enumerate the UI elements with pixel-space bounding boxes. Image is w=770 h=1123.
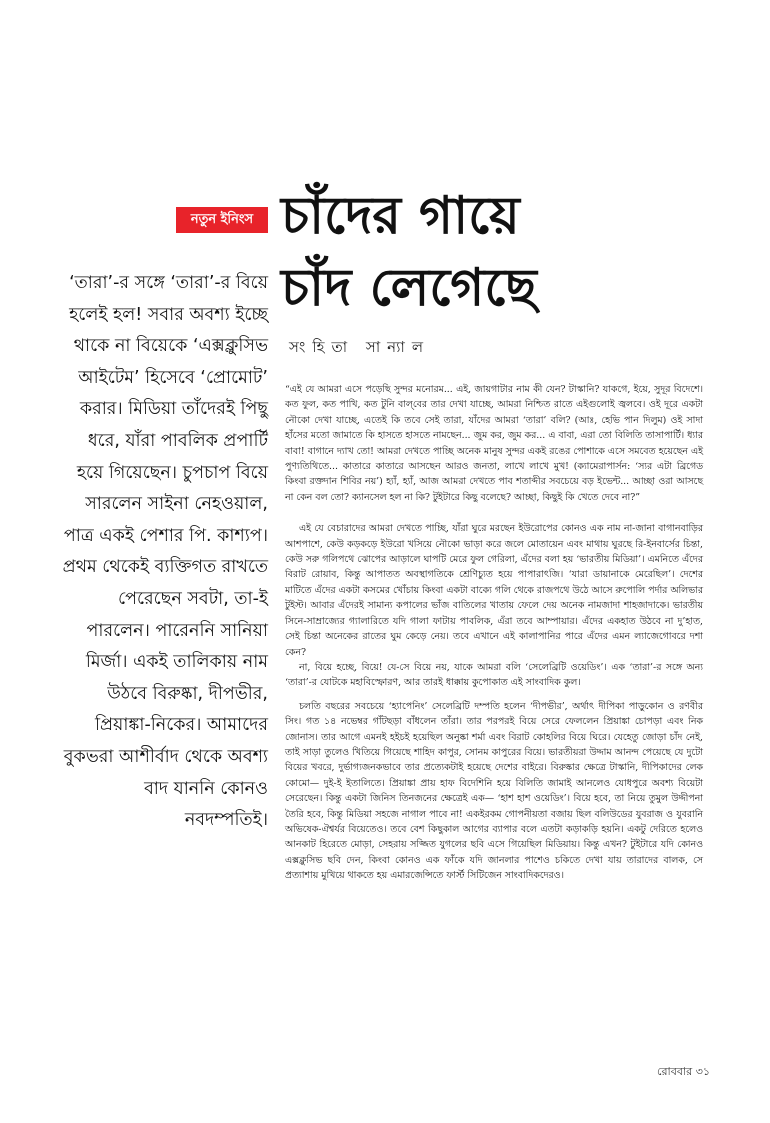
page-footer: রোববার ৩১ — [657, 1065, 710, 1078]
body-paragraph: চলতি বছরের সবচেয়ে ‘হ্যাপেনিং’ সেলেব্রিটি দম্পতি হলেন ‘দীপভীর’, অর্থাৎ দীপিকা পাড়ুকোন ও রণবীর সিং। গত ১৪ নভেম্বর গাঁটছড়া বাঁধলেন তাঁরা। তার পরপরই বিয়ে সেরে ফেললেন প্রিয়াঙ্কা চোপড়া এবং নিক জোনাস। তার আগে এমনই হইচই হয়েছিল অনুষ্কা শর্মা এবং বিরাট কোহলির বিয়ে ঘিরে। যেহেতু জোড়া চাঁদ নেই, তাই সাড়া তুলেও খিতিয়ে গিয়েছে শাহিদ কাপুর, সোনম কাপুরের বিয়ে। ভারতীয়রা উদ্দাম আনন্দ পেয়েছে যে দুটো বিয়ের খবরে, দুর্ভাগ্যজনকভাবে তার প্রত্যেকটাই হয়েছে দেশের বাইরে। বিরুষ্কার ক্ষেত্রে টাস্কানি, দীপিকাদের লেক কোমো— দুই-ই ইতালিতে। প্রিয়াঙ্কা প্রায় হাফ বিদেশিনি হয়ে বিলিতি জামাই আনলেও যোধপুরে অবশ্য বিয়েটা সেরেছেন। কিন্তু একটা জিনিস তিনজনের ক্ষেত্রেই এক— ‘হাশ হাশ ওয়েডিং’। বিয়ে হবে, তা নিয়ে তুমুল উদ্দীপনা তৈরি হবে, কিন্তু মিডিয়া সহজে নাগাল পাবে না! একইরকম গোপনীয়তা বজায় ছিল বলিউডের যুবরাজ ও যুবরানি অভিষেক-ঐশ্বর্যর বিয়েতেও। তবে বেশ কিছুকাল আগের ব্যাপার বলে এতটা কড়াকড়ি হয়নি। একটু দেরিতে হলেও আনকাট হিরেতে মোড়া, সেহরায় সজ্জিত যুগলের ছবি এসে গিয়েছিল মিডিয়ায়। কিন্তু এখন? টুইটারে যদি কোনও এক্সক্লুসিভ ছবি দেন, কিংবা কোনও এক ফাঁকে যদি জানলার পাশেও চকিতে দেখা যায় তারাদের বালক, সে প্রত্যাশায় মুখিয়ে থাকতে হয় এমারজেন্সিতে ফার্স্ট সিটিজেন সাংবাদিকদেরও। — [285, 700, 703, 882]
body-paragraph: না, বিয়ে হচ্ছে, বিয়ে! যে-সে বিয়ে নয়, যাকে আমরা বলি ‘সেলেব্রিটি ওয়েডিং’। এক ‘তারা’-র সঙ্গে অন্য ‘তারা’-র যোটকে মহাবিস্ফোরণ, আর তারই ধাক্কায় কুপোকাত এই সাংবাদিক কুল। — [285, 661, 703, 689]
body-paragraph: এই যে বেচারাদের আমরা দেখতে পাচ্ছি, যাঁরা ঘুরে মরছেন ইউরোপের কোনও এক নাম না-জানা বাগানবাড়ির আশপাশে, কেউ কড়কড়ে ইউরো খসিয়ে নৌকো ভাড়া করে জলে মোতায়েন এবং মাথায় ঘুরছে রি-ইনবার্সের চিন্তা, কেউ সরু গলিপথে ঝোপের আড়ালে ঘাপটি মেরে ফুল গেরিলা, এঁদের বলা হয় ‘ভারতীয় মিডিয়া’। এমনিতে এঁদের বিরাট রোয়াব, কিন্তু আপাতত অবস্থাগতিকে শ্রেণিচ্যুত হয়ে পাপারাৎজি। ‘যারা ডায়ানাকে মেরেছিল’। দেশের মাটিতে এঁদের একটা কসমের খোঁচায় কিংবা একটা বাক্যে গলি থেকে রাজপথে উঠে আসে রুপোলি পর্দার অলিভার টুইস্ট। আবার এঁদেরই সামান্য কপালের ভাঁজ বাতিলের খাতায় ফেলে দেয় অনেক নামজাদা শাহজাদাকে। ভারতীয় সিনে-সাম্রাজ্যের গ্যালারিতে যদি গালা ফাটায় পাবলিক, এঁরা তবে আম্পায়ার। এঁদের একহাত উঠবে না দু’হাত, সেই চিন্তা অনেকের রাতের ঘুম কেড়ে নেয়। তবে এখানে এই কালাপানির পারে এঁদের এমন ল্যাজেগোবরে দশা কেন? — [285, 523, 703, 658]
intro-blurb: ‘তারা’-র সঙ্গে ‘তারা’-র বিয়ে হলেই হল! সবার অবশ্য ইচ্ছে থাকে না বিয়েকে ‘এক্সক্লুসিভ আইটেম’ হিসেবে ‘প্রোমোট’ করার। মিডিয়া তাঁদেরই পিছু ধরে, যাঁরা পাবলিক প্রপার্টি হয়ে গিয়েছেন। চুপচাপ বিয়ে সারলেন সাইনা নেহওয়াল, পাত্র একই পেশার পি. কাশ্যপ। প্রথম থেকেই ব্যক্তিগত রাখতে পেরেছেন সবটা, তা-ই পারলেন। পারেননি সানিয়া মির্জা। একই তালিকায় নাম উঠবে বিরুষ্কা, দীপভীর, প্রিয়াঙ্কা-নিকের। আমাদের বুকভরা আশীর্বাদ থেকে অবশ্য বাদ যাননি কোনও নবদম্পতিই। — [62, 273, 268, 831]
headline-line-1: চাঁদের গায়ে — [281, 186, 520, 246]
headline-line-2: চাঁদ লেগেছে — [281, 258, 537, 318]
section-tag: নতুন ইনিংস — [176, 207, 268, 233]
byline: সংহিতা সান্যাল — [289, 338, 430, 356]
headline — [281, 180, 601, 324]
article-body — [285, 382, 703, 884]
opening-quote: “এই যে আমরা এসে পড়েছি সুন্দর মনোরম... এই, জায়গাটার নাম কী যেন? টাস্কানি? যাকগে, ইয়ে, সুদূর বিদেশে। কত ফুল, কত পাখি, কত টুনি বাল্‌বের তার দেখা যাচ্ছে, আমরা নিশ্চিত রাতে এইগুলোই জ্বলবে। ওই দূরে একটা নৌকো দেখা যাচ্ছে, এতেই কি তবে সেই তারা, যাঁদের আমরা ‘তারা’ বলি? (আঃ, হেভি পান দিলুম) ওই সাদা হাঁসের মতো জামাতে কি হাসতে হাসতে নামছেন... জুম কর, জুম কর... এ বাবা, এরা তো বিলিতি তাসাপার্টি। ধ্যার বাবা! বাগানে দ্যাখ তো! আমরা দেখতে পাচ্ছি অনেক মানুষ সুন্দর একই রঙের পোশাকে এসে সমবেত হয়েছেন এই পুণ্যতিথিতে... কাতারে কাতারে আসছেন আরও জনতা, লাখে লাখে মুখ! (ক্যামেরাপার্সন: ‘স্যর এটা ব্রিগেড কিংবা রক্তদান শিবির নয়’) হ্যাঁ, হ্যাঁ, আজ আমরা দেখতে পাব শতাব্দীর সবচেয়ে বড় ইভেন্ট... আচ্ছা ওরা আসছে না কেন বল তো? ক্যানসেল হল না কি? টুইটারে কিছু বলেছে? আচ্ছা, কিছুই কি খেতে দেবে না?” — [285, 384, 703, 503]
